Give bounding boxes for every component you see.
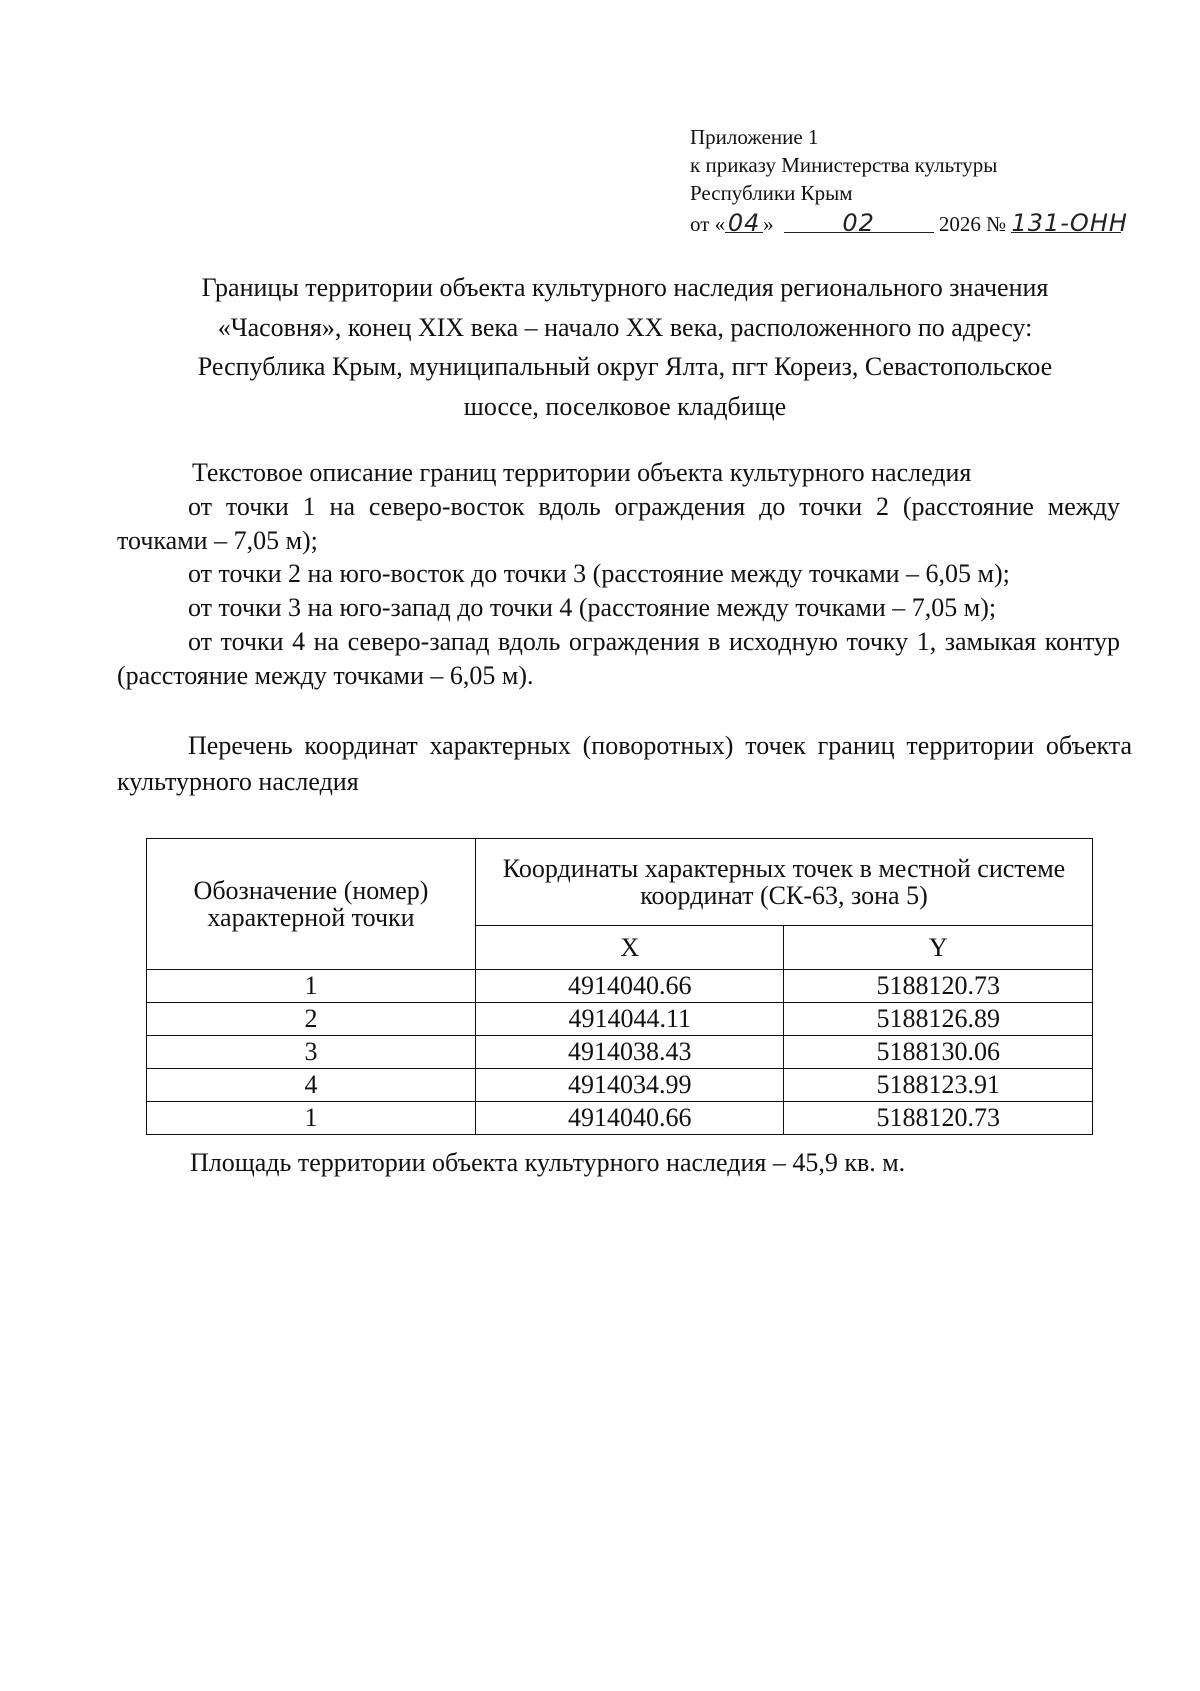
table-row — [147, 1102, 1093, 1135]
description-item: от точки 4 на северо-запад вдоль ограждения в исходную точку 1, замыкая контур (расстояние между точками – 6,05 м). — [117, 626, 1120, 690]
x-coordinate: 4914040.66 — [476, 970, 784, 1003]
date-year: 2026 № — [938, 211, 1007, 236]
y-coordinate: 5188123.91 — [784, 1069, 1093, 1102]
coordinates-column-header: Координаты характерных точек в местной системе координат (СК-63, зона 5) — [476, 839, 1093, 926]
title-line-1: Границы территории объекта культурного наследия регионального значения — [201, 273, 1049, 302]
description-item: от точки 2 на юго-восток до точки 3 (расстояние между точками – 6,05 м); — [188, 559, 1010, 589]
date-month-handwritten: 02 — [842, 208, 875, 237]
y-coordinate: 5188120.73 — [784, 970, 1093, 1003]
point-number: 3 — [147, 1036, 476, 1069]
boundary-description — [117, 456, 1120, 693]
date-day-field — [725, 208, 763, 237]
date-month-field — [784, 208, 934, 237]
order-date-line — [690, 208, 1128, 239]
y-coordinate: 5188130.06 — [784, 1036, 1093, 1069]
date-day-handwritten: 04 — [727, 208, 761, 237]
title-line-2: «Часовня», конец XIX века – начало XX века, расположенного по адресу: — [217, 312, 1033, 342]
title-line-3: Республика Крым, муниципальный округ Ялта, пгт Кореиз, Севастопольское — [197, 352, 1053, 382]
date-prefix: от « — [690, 211, 726, 236]
document-title — [120, 268, 1130, 426]
x-coordinate: 4914038.43 — [476, 1036, 784, 1069]
table-row — [147, 970, 1093, 1003]
x-coordinate: 4914040.66 — [476, 1102, 784, 1135]
point-number: 2 — [147, 1003, 476, 1036]
x-coordinate: 4914034.99 — [476, 1069, 784, 1102]
point-number: 1 — [147, 970, 476, 1003]
point-number: 4 — [147, 1069, 476, 1102]
order-reference: к приказу Министерства культуры — [690, 152, 998, 177]
description-item: от точки 3 на юго-запад до точки 4 (расстояние между точками – 7,05 м); — [188, 593, 997, 623]
appendix-label: Приложение 1 — [690, 125, 819, 149]
title-line-4: шоссе, поселковое кладбище — [463, 391, 787, 421]
y-coordinate: 5188126.89 — [784, 1003, 1093, 1036]
y-column-header: Y — [784, 925, 1093, 969]
coordinates-list-intro: Перечень координат характерных (поворотных) точек границ территории объекта культурного наследия — [117, 731, 1132, 797]
table-row — [147, 1069, 1093, 1102]
coordinates-table — [146, 838, 1093, 1135]
x-column-header: X — [476, 925, 784, 969]
appendix-header — [690, 124, 1128, 239]
point-column-header: Обозначение (номер) характерной точки — [147, 839, 476, 970]
x-coordinate: 4914044.11 — [476, 1003, 784, 1036]
ministry-region: Республики Крым — [690, 180, 853, 205]
order-number-handwritten: 131-ОНН — [1011, 208, 1128, 237]
y-coordinate: 5188120.73 — [784, 1102, 1093, 1135]
order-number-field — [1011, 208, 1128, 237]
territory-area: Площадь территории объекта культурного наследия – 45,9 кв. м. — [190, 1148, 906, 1177]
point-number: 1 — [147, 1102, 476, 1135]
date-mid: » — [763, 211, 774, 236]
description-item: от точки 1 на северо-восток вдоль ограждения до точки 2 (расстояние между точками – 7,05 м); — [117, 491, 1120, 555]
table-row — [147, 1036, 1093, 1069]
description-heading: Текстовое описание границ территории объекта культурного наследия — [192, 458, 972, 487]
table-row — [147, 1003, 1093, 1036]
